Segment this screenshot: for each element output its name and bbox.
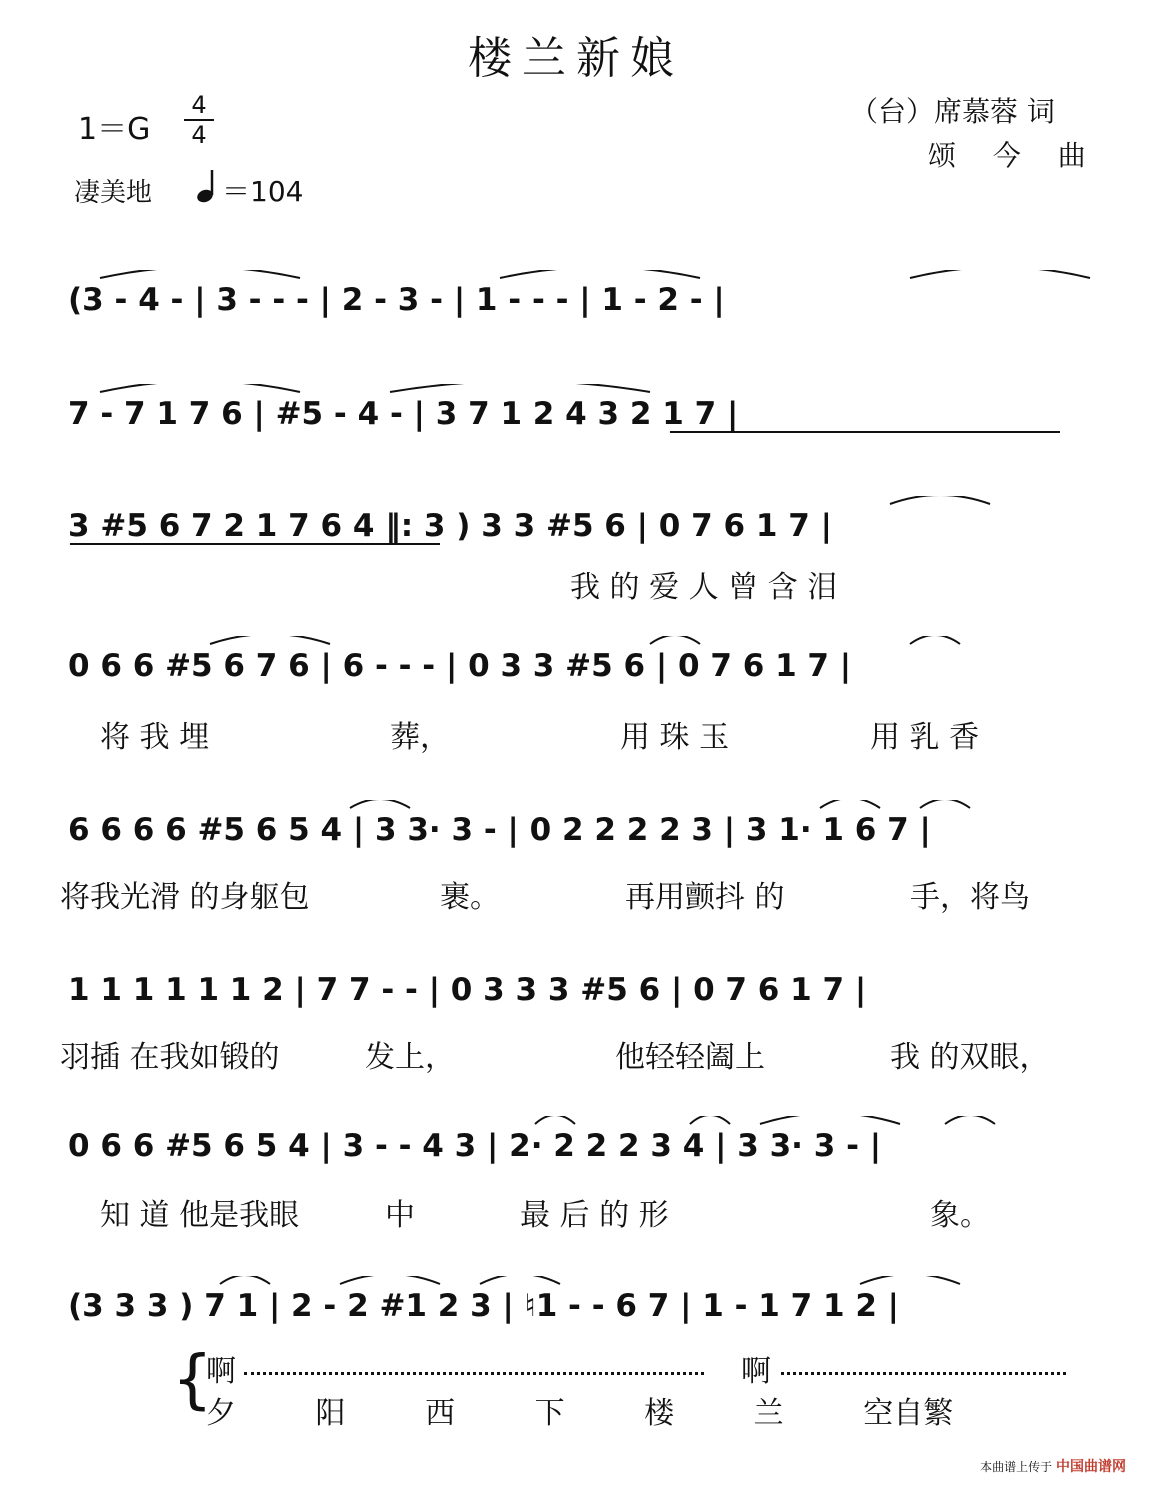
score-text-line-3: 3 #5 6 7 2 1 7 6 4 ‖: 3 ) 3 3 #5 6 | 0 7 6 1 7 | bbox=[68, 508, 832, 544]
lyrics-line-6a: 羽插 在我如锻的 bbox=[60, 1040, 280, 1075]
score-line-2 bbox=[60, 384, 1100, 440]
verse-brace: { bbox=[172, 1343, 213, 1417]
score-line-8 bbox=[60, 1276, 1100, 1332]
lyrics-line-4b: 葬， bbox=[390, 720, 450, 755]
lyrics-line-5d: 手，将鸟 bbox=[910, 880, 1030, 915]
footer-upload-text: 本曲谱上传于 bbox=[980, 1460, 1053, 1474]
time-numerator: 4 bbox=[191, 91, 207, 119]
verse-1-row bbox=[206, 1346, 1076, 1389]
score-text-line-8: (3 3 3 ) 7 1 | 2 - 2 #1 2 3 | ♮1 - - 6 7 | 1 - 1 7 1 2 | bbox=[68, 1288, 900, 1324]
score-line-1 bbox=[60, 270, 1100, 326]
score-text-line-1: (3 - 4 - | 3 - - - | 2 - 3 - | 1 - - - | 1 - 2 - | bbox=[68, 282, 725, 318]
lyrics-line-7c: 最 后 的 形 bbox=[520, 1198, 669, 1233]
time-denominator: 4 bbox=[191, 121, 207, 149]
composer-credit: 颂 今 曲 bbox=[928, 139, 1100, 172]
lyrics-line-6d: 我 的双眼， bbox=[890, 1040, 1050, 1075]
verse-2-row bbox=[206, 1388, 1076, 1431]
lyrics-line-6b: 发上， bbox=[365, 1040, 455, 1075]
score-line-7 bbox=[60, 1116, 1100, 1172]
time-signature bbox=[184, 92, 214, 148]
lyrics-line-7b: 中 bbox=[385, 1198, 415, 1233]
tempo-expression: 凄美地 bbox=[74, 178, 153, 208]
lyrics-line-6c: 他轻轻阖上 bbox=[615, 1040, 765, 1075]
score-text-line-6: 1 1 1 1 1 1 2 | 7 7 - - | 0 3 3 3 #5 6 | 0 7 6 1 7 | bbox=[68, 972, 867, 1008]
lyrics-line-5b: 裹。 bbox=[440, 880, 500, 915]
score-text-line-4: 0 6 6 #5 6 7 6 | 6 - - - | 0 3 3 #5 6 | 0 7 6 1 7 | bbox=[68, 648, 852, 684]
quarter-note-icon bbox=[196, 168, 222, 204]
lyrics-line-8-v1a: 啊 bbox=[206, 1354, 236, 1389]
score-line-4 bbox=[60, 636, 1100, 692]
score-text-line-7: 0 6 6 #5 6 5 4 | 3 - - 4 3 | 2· 2 2 2 3 4 | 3 3· 3 - | bbox=[68, 1128, 882, 1164]
key-signature: 1＝G bbox=[78, 112, 151, 147]
score-line-3 bbox=[60, 496, 1100, 552]
footer-credit bbox=[980, 1456, 1126, 1476]
footer-brand-link[interactable]: 中国曲谱网 bbox=[1056, 1459, 1126, 1475]
score-line-5 bbox=[60, 800, 1100, 856]
lyrics-line-4c: 用 珠 玉 bbox=[620, 720, 730, 755]
lyrics-line-4d: 用 乳 香 bbox=[870, 720, 980, 755]
lyrics-line-3: 我 的 爱 人 曾 含 泪 bbox=[570, 570, 838, 605]
melisma-dots-2 bbox=[781, 1372, 1066, 1375]
score-text-line-2: 7 - 7 1 7 6 | #5 - 4 - | 3 7 1 2 4 3 2 1 7 | bbox=[68, 396, 739, 432]
lyrics-line-5c: 再用颤抖 的 bbox=[625, 880, 785, 915]
melisma-dots-1 bbox=[244, 1372, 704, 1375]
lyricist-credit: （台）席慕蓉 词 bbox=[850, 95, 1055, 128]
page-title: 楼兰新娘 bbox=[468, 33, 684, 84]
tempo-bpm: ＝104 bbox=[222, 175, 304, 208]
score-line-6 bbox=[60, 960, 1100, 1016]
lyrics-line-7d: 象。 bbox=[930, 1198, 990, 1233]
lyrics-line-8-v1b: 啊 bbox=[741, 1354, 771, 1389]
lyrics-line-4a: 将 我 埋 bbox=[100, 720, 210, 755]
lyrics-line-8-v2: 夕 阳 西 下 楼 兰 空自繁 bbox=[206, 1396, 954, 1431]
score-text-line-5: 6 6 6 6 #5 6 5 4 | 3 3· 3 - | 0 2 2 2 2 3 | 3 1· 1 6 7 | bbox=[68, 812, 931, 848]
lyrics-line-5a: 将我光滑 的身躯包 bbox=[60, 880, 310, 915]
lyrics-line-7a: 知 道 他是我眼 bbox=[100, 1198, 300, 1233]
